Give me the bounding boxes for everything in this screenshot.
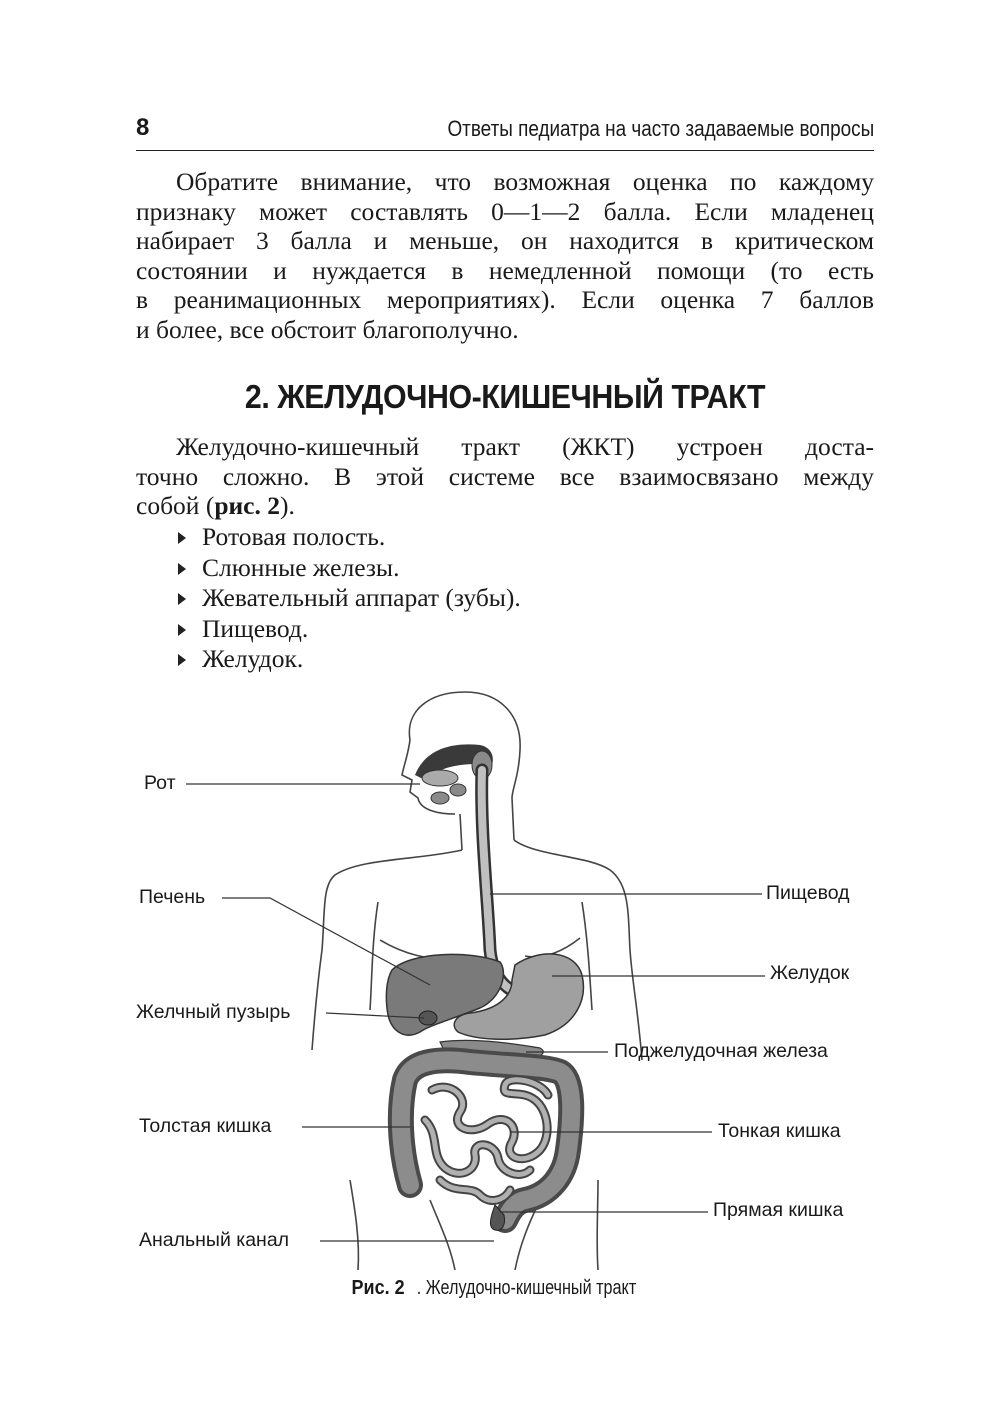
label-gallbladder: Желчный пузырь (136, 1001, 291, 1023)
paragraph-apgar-note (136, 167, 874, 344)
paragraph-line: Желудочно-кишечный тракт (ЖКТ) устроен доста- (176, 432, 874, 461)
paragraph-line: в реанимационных мероприятиях). Если оценка 7 баллов (136, 285, 874, 314)
list-item (176, 614, 521, 645)
list-item-text: Пищевод. (202, 613, 309, 643)
list-item-text: Слюнные железы. (202, 552, 400, 582)
label-esophagus: Пищевод (766, 882, 850, 904)
list-item (176, 644, 521, 675)
text-fragment: собой ( (136, 491, 215, 520)
caption-figure-number: Рис. 2 (351, 1277, 405, 1299)
list-item (176, 583, 521, 614)
paragraph-line: и более, все обстоит благополучно. (136, 314, 519, 344)
caption-text (352, 1277, 649, 1300)
figure-reference: рис. 2 (214, 491, 281, 520)
left-groin (430, 1200, 455, 1270)
label-small-intestine: Тонкая кишка (718, 1120, 841, 1142)
triangle-bullet-icon (178, 563, 186, 575)
figure-caption (0, 1277, 1000, 1300)
paragraph-line: признаку может составлять 0—1—2 балла. Если младенец (136, 196, 874, 226)
triangle-bullet-icon (178, 654, 186, 666)
running-header-title: Ответы педиатра на часто задаваемые вопросы (447, 116, 874, 141)
paragraph-line: набирает 3 балла и меньше, он находится в критическом (136, 226, 874, 255)
triangle-bullet-icon (178, 624, 186, 636)
tongue (422, 770, 458, 786)
caption-title: . Желудочно-кишечный тракт (416, 1277, 637, 1299)
triangle-bullet-icon (178, 532, 186, 544)
triangle-bullet-icon (178, 593, 186, 605)
list-item (176, 553, 521, 584)
salivary-gland-icon (450, 784, 466, 796)
small-intestine-highlight (425, 1080, 548, 1201)
label-pancreas: Поджелудочная железа (614, 1040, 828, 1062)
running-header (136, 110, 874, 151)
list-item-text: Ротовая полость. (202, 522, 386, 551)
list-item-text: Желудок. (202, 644, 304, 673)
bullet-list (176, 522, 521, 675)
page-number: 8 (136, 114, 150, 141)
label-anal-canal: Анальный канал (139, 1229, 290, 1251)
label-mouth: Рот (144, 772, 176, 794)
salivary-gland-icon (431, 792, 449, 804)
paragraph-line: состоянии и нуждается в немедленной помощи (то есть (136, 255, 874, 285)
left-hip (350, 1180, 358, 1270)
right-hip (597, 1180, 598, 1270)
label-liver: Печень (139, 886, 206, 908)
list-item (176, 522, 521, 553)
paragraph-line: Обратите внимание, что возможная оценка по каждому (176, 167, 874, 196)
list-item-text: Жевательный аппарат (зубы). (202, 583, 521, 612)
label-stomach: Желудок (770, 962, 850, 984)
paragraph-line (136, 491, 874, 521)
neck-front (460, 814, 462, 850)
section-heading: 2. ЖЕЛУДОЧНО-КИШЕЧНЫЙ ТРАКТ (244, 378, 766, 415)
label-rectum: Прямая кишка (713, 1199, 844, 1221)
label-large-intestine: Толстая кишка (139, 1115, 272, 1137)
text-fragment: ). (280, 491, 295, 520)
paragraph-gi-intro (136, 432, 874, 521)
paragraph-line: точно сложно. В этой системе все взаимосвязано между (136, 461, 874, 491)
gi-tract-illustration (0, 680, 1000, 1280)
gi-tract-figure (0, 680, 1000, 1280)
